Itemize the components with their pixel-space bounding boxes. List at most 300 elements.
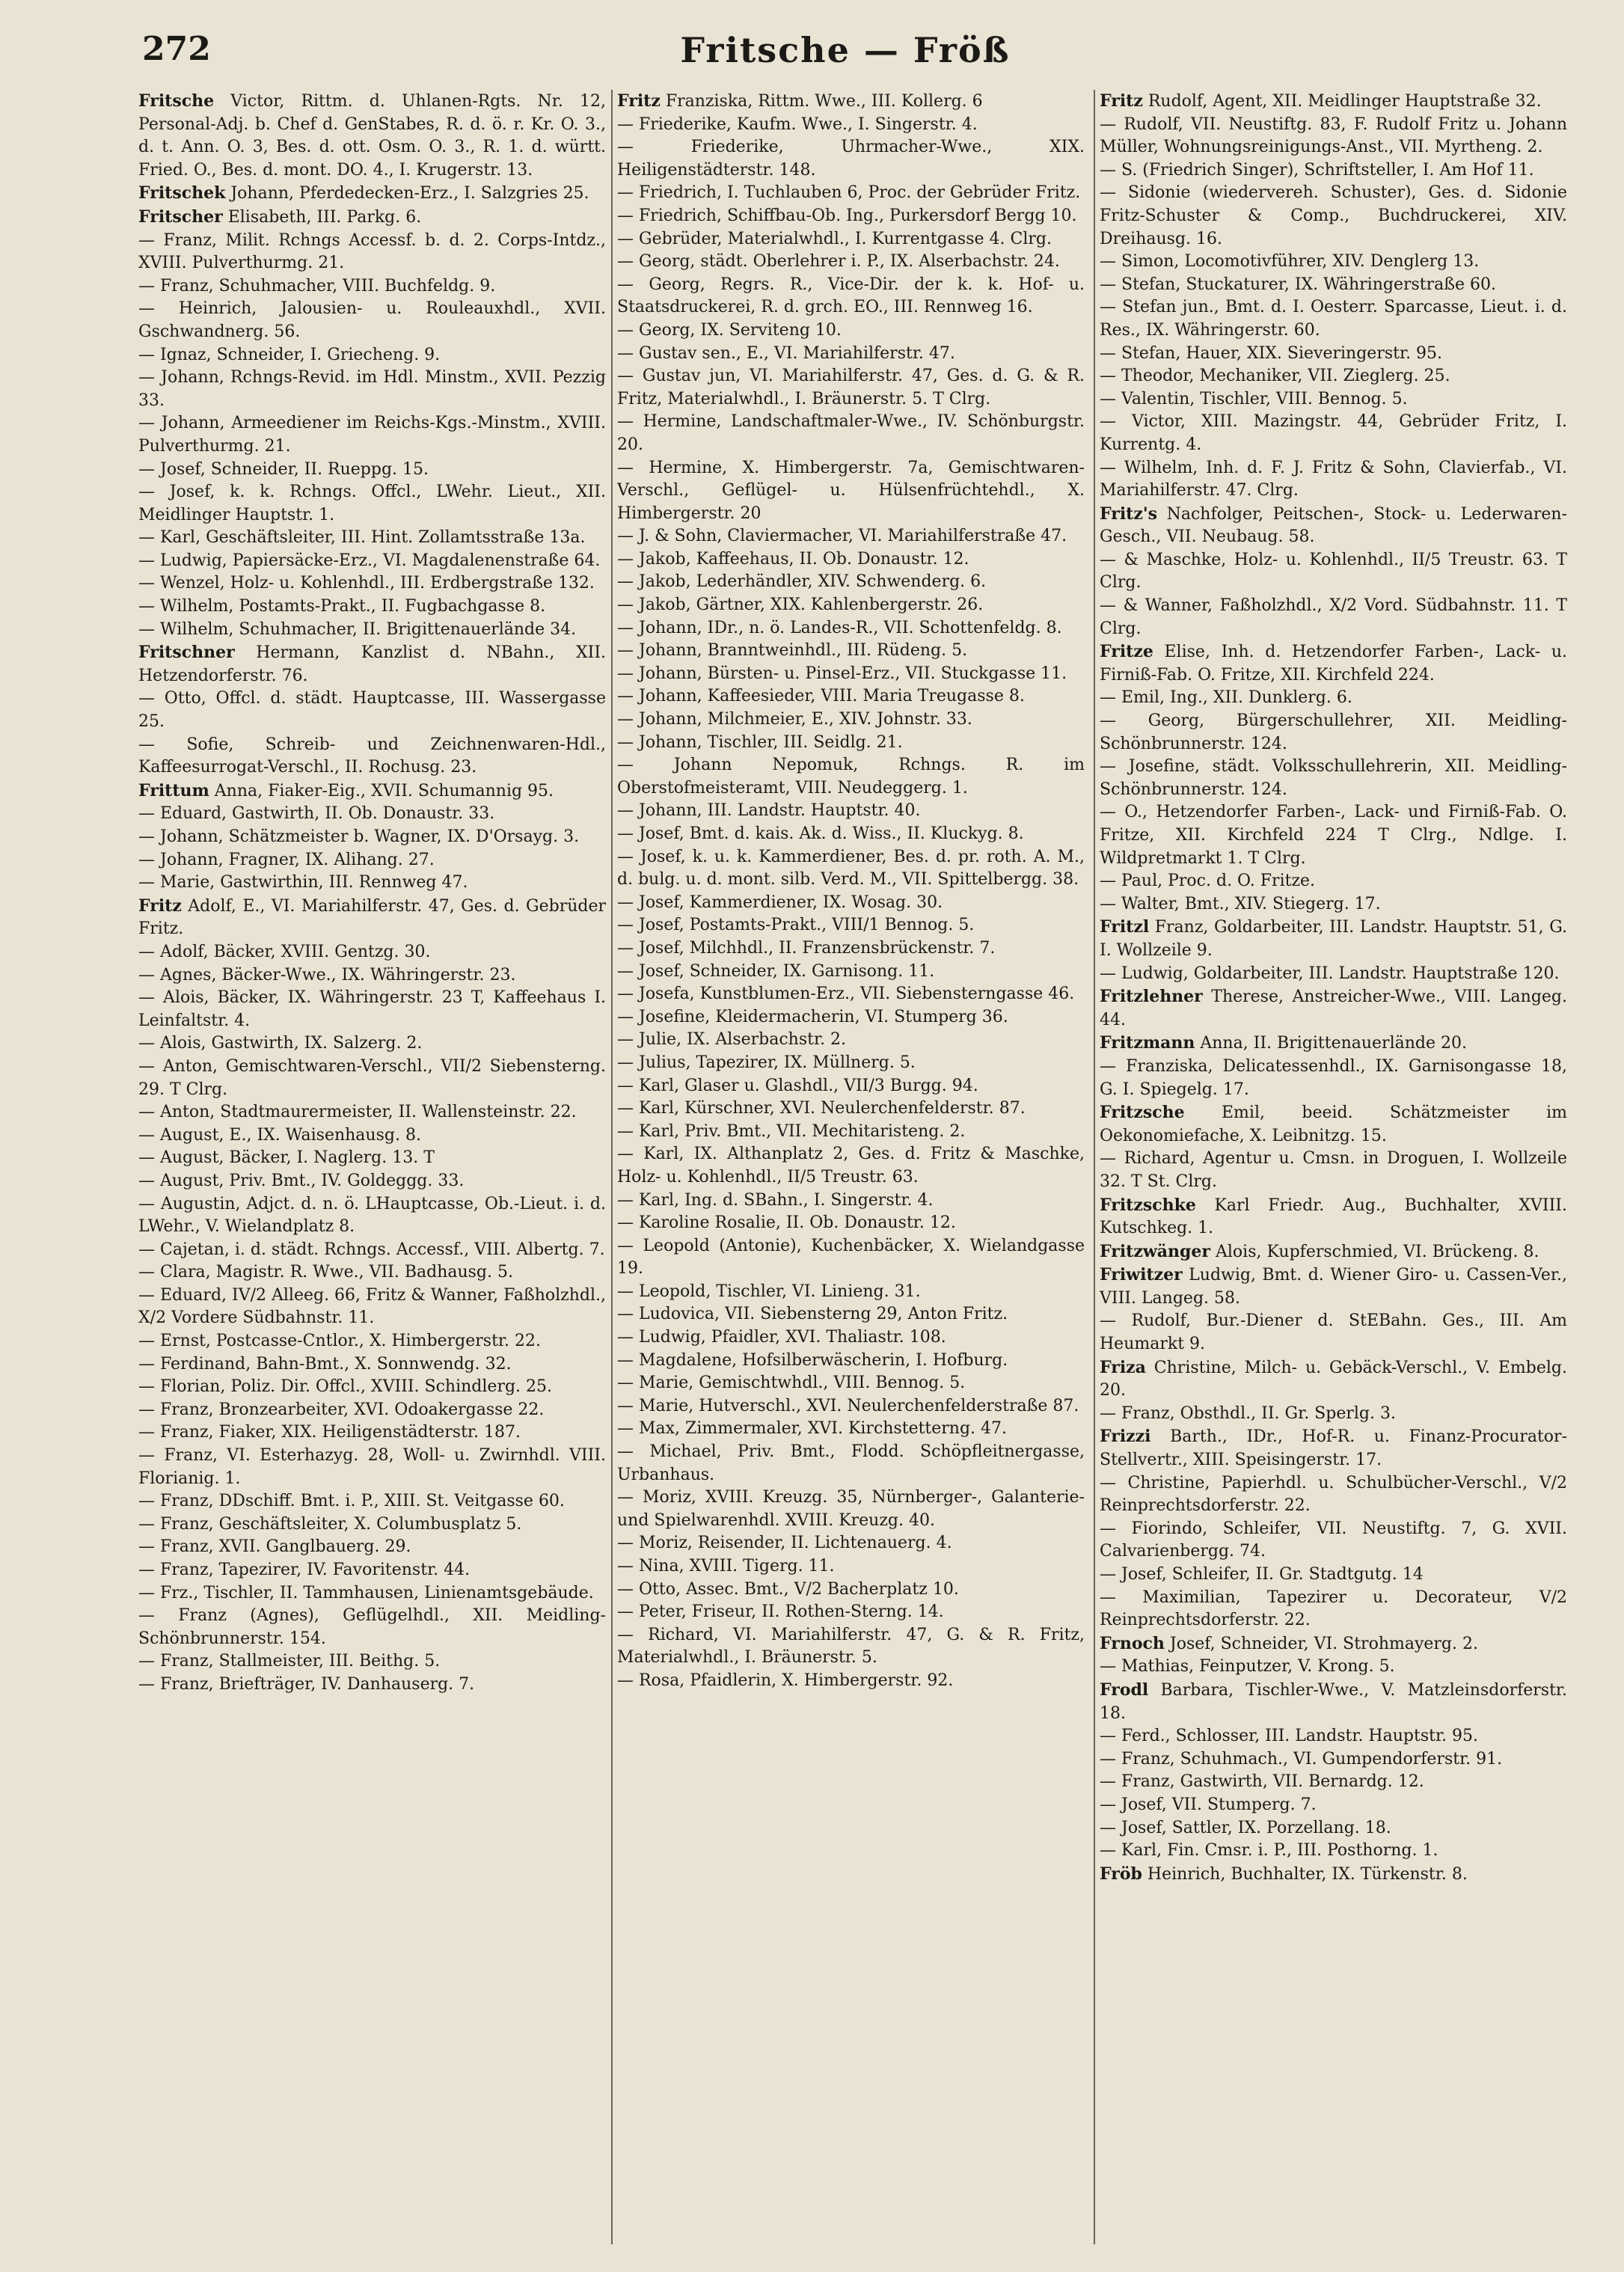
directory-entry [617,1372,1085,1395]
entry-text: — Valentin, Tischler, VIII. Bennog. 5. [1100,389,1408,408]
directory-entry [138,1124,606,1148]
directory-entry [1100,985,1567,1032]
directory-entry [1100,1032,1567,1056]
entry-text: — Franz, VI. Esterhazyg. 28, Woll- u. Zwirnhdl. VIII. Florianig. 1. [138,1446,606,1488]
entry-text: — Josefine, Kleidermacherin, VI. Stumperg 36. [617,1007,1008,1026]
directory-entry [138,298,606,343]
directory-entry [138,1353,606,1377]
entry-text: — Florian, Poliz. Dir. Offcl., XVIII. Schindlerg. 25. [138,1377,553,1397]
entry-text: — Wilhelm, Inh. d. F. J. Fritz & Sohn, Clavierfab., VI. Mariahilferstr. 47. Clrg. [1100,458,1567,500]
entry-text: — Ferd., Schlosser, III. Landstr. Hauptstr. 95. [1100,1727,1479,1746]
entry-text: — Jakob, Lederhändler, XIV. Schwenderg. 6. [617,572,987,592]
directory-entry [617,251,1085,274]
directory-entry [617,1097,1085,1121]
entry-surname: Fritschner [138,643,235,663]
directory-entry [617,1395,1085,1418]
directory-entry [138,1032,606,1056]
directory-entry [1100,1264,1567,1310]
entry-surname: Fritz [138,895,182,916]
entry-text: — Josef, VII. Stumperg. 7. [1100,1795,1317,1814]
directory-entry [1100,916,1567,962]
entry-text: Anna, II. Brigittenauerlände 20. [1195,1034,1467,1053]
entry-text: — Rudolf, Bur.-Diener d. StEBahn. Ges., III. Am Heumarkt 9. [1100,1311,1567,1354]
directory-entry [138,780,606,803]
directory-entry [138,1445,606,1490]
entry-text: — Ludovica, VII. Siebensterng 29, Anton Fritz. [617,1305,1008,1324]
directory-entry [1100,503,1567,549]
column-1 [138,90,606,2244]
directory-entry [617,319,1085,343]
entry-text: — Karl, Ing. d. SBahn., I. Singerstr. 4. [617,1190,934,1210]
directory-entry [617,1555,1085,1579]
directory-entry [138,1261,606,1284]
directory-entry [617,411,1085,456]
directory-entry [617,685,1085,708]
directory-entry [617,1624,1085,1670]
entry-text: — Jakob, Gärtner, XIX. Kahlenbergerstr. 26. [617,595,984,615]
entry-text: — Ferdinand, Bahn-Bmt., X. Sonnwendg. 32. [138,1354,512,1374]
entry-text: — Josef, Schneider, II. Rueppg. 15. [138,459,429,479]
directory-entry [138,1399,606,1422]
entry-text: — Karl, Glaser u. Glashdl., VII/3 Burgg. 94. [617,1076,978,1095]
directory-entry [1100,1101,1567,1148]
entry-text: — Franziska, Delicatessenhdl., IX. Garnisongasse 18, G. I. Spiegelg. 17. [1100,1056,1567,1099]
entry-text: Victor, Rittm. d. Uhlanen-Rgts. Nr. 12, Personal-Adj. b. Chef d. GenStabes, R. d. ö. r. Kr. O. 3., d. t. Ann. O. 3, Bes. d. ott. Osm. O. 3., R. 1. d. württ. Fried. O., Bes. d. mont. DO. 4., I. Krugerstr. 13. [138,92,606,180]
entry-text: — Franz, Geschäftsleiter, X. Columbusplatz 5. [138,1514,522,1534]
directory-entry [138,1559,606,1582]
directory-entry [138,344,606,367]
entry-text: — Franz (Agnes), Geflügelhdl., XII. Meidling-Schönbrunnerstr. 154. [138,1606,606,1648]
entry-text: — Stefan jun., Bmt. d. I. Oesterr. Sparcasse, Lieut. i. d. Res., IX. Währingerstr. 60. [1100,298,1567,340]
entry-text: — Josef, Kammerdiener, IX. Wosag. 30. [617,892,943,912]
entry-surname: Fröb [1100,1864,1142,1884]
directory-entry [138,1605,606,1650]
entry-text: — Karl, Kürschner, XVI. Neulerchenfelderstr. 87. [617,1099,1026,1118]
entry-text: — Wenzel, Holz- u. Kohlenhdl., III. Erdbergstraße 132. [138,574,595,593]
directory-entry [617,343,1085,366]
entry-text: — Franz, Fiaker, XIX. Heiligenstädterstr. 187. [138,1423,521,1442]
directory-columns [138,90,1567,2244]
directory-entry [617,1121,1085,1144]
entry-text: — Karl, Geschäftsleiter, III. Hint. Zollamtsstraße 13a. [138,528,586,548]
entry-text: — Franz, Schuhmach., VI. Gumpendorferstr. 91. [1100,1749,1503,1769]
directory-entry [1100,710,1567,756]
directory-entry [138,688,606,733]
entry-text: — Cajetan, i. d. städt. Rchngs. Accessf., VIII. Albertg. 7. [138,1240,605,1259]
directory-entry [138,1650,606,1674]
directory-entry [617,1579,1085,1602]
directory-entry [138,1170,606,1193]
directory-entry [617,1326,1085,1350]
directory-entry [617,1212,1085,1235]
entry-surname: Frizzi [1100,1427,1151,1447]
entry-text: — Franz, Tapezirer, IV. Favoritenstr. 44. [138,1561,471,1579]
entry-text: — Gebrüder, Materialwhdl., I. Kurrentgasse 4. Clrg. [617,229,1052,248]
entry-text: — Agnes, Bäcker-Wwe., IX. Währingerstr. 23. [138,965,516,985]
entry-text: — Marie, Gastwirthin, III. Rennweg 47. [138,873,468,892]
entry-text: — Marie, Hutverschl., XVI. Neulerchenfelderstraße 87. [617,1396,1079,1415]
directory-entry [617,1281,1085,1304]
entry-text: Ludwig, Bmt. d. Wiener Giro- u. Cassen-Ver., VIII. Langeg. 58. [1100,1266,1567,1308]
column-divider [1094,90,1095,2244]
directory-entry [138,826,606,849]
directory-entry [617,892,1085,915]
directory-entry [138,1376,606,1399]
directory-entry [617,800,1085,823]
entry-text: — J. & Sohn, Claviermacher, VI. Mariahilferstraße 47. [617,527,1067,546]
entry-text: — Hermine, Landschaftmaler-Wwe., IV. Schönburgstr. 20. [617,412,1085,454]
directory-entry [617,914,1085,937]
entry-text: — Franz, DDschiff. Bmt. i. P., XIII. St. Veitgasse 60. [138,1492,565,1511]
directory-entry [617,961,1085,984]
directory-entry [1100,182,1567,251]
entry-text: — Franz, Briefträger, IV. Danhauserg. 7. [138,1674,475,1694]
directory-entry [1100,388,1567,411]
directory-entry [617,90,1085,114]
entry-surname: Fritzlehner [1100,987,1203,1007]
entry-text: — Nina, XVIII. Tigerg. 11. [617,1557,835,1576]
directory-entry [617,182,1085,205]
entry-text: Therese, Anstreicher-Wwe., VIII. Langeg. 44. [1100,988,1567,1029]
entry-text: — Eduard, Gastwirth, II. Ob. Donaustr. 33. [138,804,495,824]
entry-text: Johann, Pferdedecken-Erz., I. Salzgries 25. [225,184,589,203]
directory-entry [1100,1564,1567,1587]
entry-surname: Fritzl [1100,917,1150,937]
directory-entry [1100,1240,1567,1264]
directory-entry [1100,1632,1567,1656]
entry-text: — Josef, k. u. k. Kammerdiener, Bes. d. pr. roth. A. M., d. bulg. u. d. mont. silb. Verd. M., VII. Spittelbergg. 38. [617,847,1085,889]
entry-text: — Josef, Milchhdl., II. Franzensbrückenstr. 7. [617,938,996,958]
entry-text: — Richard, VI. Mariahilferstr. 47, G. & R. Fritz, Materialwhdl., I. Bräunerstr. 5. [617,1625,1085,1668]
entry-text: — Karoline Rosalie, II. Ob. Donaustr. 12. [617,1213,956,1233]
directory-entry [617,663,1085,686]
entry-text: — Josef, Sattler, IX. Porzellang. 18. [1100,1818,1391,1837]
entry-surname: Frittum [138,780,209,800]
entry-text: Barbara, Tischler-Wwe., V. Matzleinsdorferstr. 18. [1100,1680,1567,1723]
directory-entry [138,895,606,941]
directory-entry [617,1006,1085,1029]
entry-text: — Johann, Schätzmeister b. Wagner, IX. D'Orsayg. 3. [138,827,580,846]
directory-entry [138,1582,606,1605]
directory-entry [1100,1518,1567,1564]
entry-text: — Johann, IDr., n. ö. Landes-R., VII. Schottenfeldg. 8. [617,618,1062,637]
entry-text: — & Wanner, Faßholzhdl., X/2 Vord. Südbahnstr. 11. T Clrg. [1100,596,1567,638]
entry-text: — Josefa, Kunstblumen-Erz., VII. Siebensterngasse 46. [617,985,1075,1004]
entry-text: — Eduard, IV/2 Alleeg. 66, Fritz & Wanner, Faßholzhdl., X/2 Vordere Südbahnstr. 11. [138,1285,606,1328]
entry-text: — Friederike, Kaufm. Wwe., I. Singerstr. 4. [617,114,978,134]
directory-entry [617,1350,1085,1373]
directory-entry [1100,1863,1567,1887]
directory-entry [617,1052,1085,1075]
directory-entry [138,459,606,482]
entry-text: — Georg, Bürgerschullehrer, XII. Meidling-Schönbrunnerstr. 124. [1100,711,1567,753]
entry-text: Hermann, Kanzlist d. NBahn., XII. Hetzendorferstr. 76. [138,643,606,685]
directory-entry [617,1235,1085,1281]
directory-entry [1100,1194,1567,1240]
entry-text: — Johann, Armeediener im Reichs-Kgs.-Minstm., XVIII. Pulverthurmg. 21. [138,414,606,456]
directory-entry [138,734,606,780]
directory-entry [1100,549,1567,595]
directory-entry [617,594,1085,617]
directory-entry [138,275,606,298]
entry-surname: Friwitzer [1100,1265,1183,1285]
directory-entry [617,136,1085,182]
directory-entry [1100,1840,1567,1863]
entry-text: Barth., IDr., Hof-R. u. Finanz-Procurator-Stellvertr., XIII. Speisingerstr. 17. [1100,1427,1567,1470]
entry-text: — Julius, Tapezirer, IX. Müllnerg. 5. [617,1053,916,1072]
entry-surname: Fritscher [138,206,223,227]
directory-entry [617,640,1085,663]
directory-entry [138,527,606,550]
directory-entry [617,937,1085,961]
entry-text: — Fiorindo, Schleifer, VII. Neustiftg. 7, G. XVII. Calvarienbergg. 74. [1100,1519,1567,1561]
directory-entry [1100,801,1567,870]
entry-surname: Friza [1100,1357,1146,1377]
entry-surname: Fritz [1100,91,1143,111]
column-divider [611,90,613,2244]
directory-entry [1100,1679,1567,1725]
entry-text: — Ignaz, Schneider, I. Griecheng. 9. [138,345,441,364]
entry-text: — Johann, Branntweinhdl., III. Rüdeng. 5. [617,641,968,661]
directory-entry [1100,365,1567,388]
entry-text: — Otto, Offcl. d. städt. Hauptcasse, III. Wassergasse 25. [138,689,606,732]
directory-entry [138,1490,606,1513]
directory-entry [1100,251,1567,274]
directory-entry [617,732,1085,755]
entry-text: — Victor, XIII. Mazingstr. 44, Gebrüder Fritz, I. Kurrentg. 4. [1100,412,1567,454]
entry-text: — Leopold (Antonie), Kuchenbäcker, X. Wielandgasse 19. [617,1236,1085,1279]
directory-entry [138,1101,606,1124]
entry-text: — Rudolf, VII. Neustiftg. 83, F. Rudolf Fritz u. Johann Müller, Wohnungsreinigungs-Anst., VII. Myrtheng. 2. [1100,114,1567,157]
directory-entry [138,412,606,458]
directory-entry [617,1075,1085,1098]
entry-text: — Josef, Bmt. d. kais. Ak. d. Wiss., II. Kluckyg. 8. [617,824,1024,843]
entry-text: — Otto, Assec. Bmt., V/2 Bacherplatz 10. [617,1579,959,1599]
entry-text: — Alois, Gastwirth, IX. Salzerg. 2. [138,1034,423,1053]
entry-text: — Max, Zimmermaler, XVI. Kirchstetterng. 47. [617,1419,1008,1439]
entry-text: — Johann, Milchmeier, E., XIV. Johnstr. 33. [617,710,972,729]
entry-text: — Friederike, Uhrmacher-Wwe., XIX. Heiligenstädterstr. 148. [617,138,1085,180]
directory-entry [1100,870,1567,893]
entry-text: — Moriz, XVIII. Kreuzg. 35, Nürnberger-, Galanterie- und Spielwarenhdl. XVIII. Kreuzg. 40. [617,1488,1085,1530]
entry-text: — Friedrich, Schiffbau-Ob. Ing., Purkersdorf Bergg 10. [617,206,1077,225]
directory-entry [617,228,1085,251]
directory-entry [617,617,1085,640]
entry-text: — Johann, Fragner, IX. Alihang. 27. [138,850,435,869]
entry-text: — Stefan, Stuckaturer, IX. Währingerstraße 60. [1100,275,1496,294]
entry-surname: Fritzwänger [1100,1241,1210,1261]
directory-entry [138,941,606,964]
entry-text: — Franz, Stallmeister, III. Beithg. 5. [138,1652,441,1671]
entry-text: — Heinrich, Jalousien- u. Rouleauxhdl., XVII. Gschwandnerg. 56. [138,299,606,341]
directory-entry [1100,1771,1567,1794]
directory-entry [1100,1748,1567,1772]
entry-text: Elisabeth, III. Parkg. 6. [222,207,422,227]
directory-entry [617,1189,1085,1213]
entry-text: — Christine, Papierhdl. u. Schulbücher-Verschl., V/2 Reinprechtsdorferstr. 22. [1100,1473,1567,1516]
entry-text: — Clara, Magistr. R. Wwe., VII. Badhausg. 5. [138,1263,513,1282]
entry-text: — Walter, Bmt., XIV. Stiegerg. 17. [1100,894,1381,913]
entry-text: — Mathias, Feinputzer, V. Krong. 5. [1100,1657,1395,1677]
entry-text: — Johann Nepomuk, Rchngs. R. im Oberstofmeisteramt, VIII. Neudeggerg. 1. [617,756,1085,797]
directory-entry [617,274,1085,319]
entry-text: — Leopold, Tischler, VI. Linieng. 31. [617,1282,921,1301]
entry-text: — Franz, Gastwirth, VII. Bernardg. 12. [1100,1772,1424,1792]
entry-text: — Ludwig, Goldarbeiter, III. Landstr. Hauptstraße 120. [1100,964,1560,983]
directory-entry [138,1193,606,1239]
entry-text: — Ernst, Postcasse-Cntlor., X. Himbergerstr. 22. [138,1332,541,1351]
entry-text: — Georg, IX. Serviteng 10. [617,320,842,340]
entry-text: — Franz, Schuhmacher, VIII. Buchfeldg. 9. [138,276,496,296]
directory-entry [617,571,1085,594]
entry-surname: Fritzsche [1100,1103,1185,1123]
column-3 [1100,90,1567,2244]
directory-entry [617,823,1085,846]
entry-text: — Karl, IX. Althanplatz 2, Ges. d. Fritz & Maschke, Holz- u. Kohlenhdl., II/5 Treustr. 63. [617,1145,1085,1186]
directory-entry [1100,457,1567,503]
entry-text: — Marie, Gemischtwhdl., VIII. Bennog. 5. [617,1374,966,1393]
directory-entry [1100,595,1567,640]
directory-entry [617,708,1085,732]
entry-text: — Stefan, Hauer, XIX. Sieveringerstr. 95. [1100,343,1443,363]
entry-surname: Fritschek [138,183,226,203]
directory-entry [617,457,1085,526]
directory-entry [138,367,606,412]
directory-entry [138,481,606,527]
entry-text: — Josef, k. k. Rchngs. Offcl., LWehr. Lieut., XII. Meidlinger Hauptstr. 1. [138,483,606,524]
entry-text: — Franz, Obsthdl., II. Gr. Sperlg. 3. [1100,1403,1396,1423]
entry-text: — Josefine, städt. Volksschullehrerin, XII. Meidling-Schönbrunnerstr. 124. [1100,757,1567,799]
directory-entry [138,572,606,595]
directory-entry [617,1486,1085,1532]
directory-entry [138,641,606,688]
entry-text: Josef, Schneider, VI. Strohmayerg. 2. [1164,1634,1478,1653]
entry-text: — Maximilian, Tapezirer u. Decorateur, V/2 Reinprechtsdorferstr. 22. [1100,1587,1567,1630]
entry-text: — Frz., Tischler, II. Tammhausen, Linienamtsgebäude. [138,1583,594,1602]
entry-text: — Friedrich, I. Tuchlauben 6, Proc. der Gebrüder Fritz. [617,183,1081,203]
entry-text: — Michael, Priv. Bmt., Flodd. Schöpfleitnergasse, Urbanhaus. [617,1442,1085,1484]
entry-text: Alois, Kupferschmied, VI. Brückeng. 8. [1210,1242,1539,1261]
directory-entry [138,1239,606,1262]
entry-text: Elise, Inh. d. Hetzendorfer Farben-, Lack- u. Firniß-Fab. O. Fritze, XII. Kirchfeld 224. [1100,643,1567,685]
entry-text: Anna, Fiaker-Eig., XVII. Schumannig 95. [209,781,554,800]
entry-surname: Frodl [1100,1679,1149,1700]
entry-text: Christine, Milch- u. Gebäck-Verschl., V. Embelg. 20. [1100,1358,1567,1400]
entry-text: — August, E., IX. Waisenhausg. 8. [138,1125,421,1145]
directory-entry [1100,1817,1567,1840]
directory-entry [1100,159,1567,183]
entry-text: — Sidonie (wiedervereh. Schuster), Ges. d. Sidonie Fritz-Schuster & Comp., Buchdruckerei, XIV. Dreihausg. 16. [1100,183,1567,248]
entry-text: — Julie, IX. Alserbachstr. 2. [617,1030,847,1050]
column-2 [617,90,1085,2244]
directory-entry [138,550,606,573]
directory-entry [1100,1794,1567,1817]
directory-entry [617,1143,1085,1189]
directory-entry [1100,640,1567,687]
entry-text: — Emil, Ing., XII. Dunklerg. 6. [1100,688,1352,708]
entry-surname: Fritsche [138,91,215,111]
entry-text: — Theodor, Mechaniker, VII. Zieglerg. 25. [1100,367,1450,386]
entry-text: — Hermine, X. Himbergerstr. 7a, Gemischtwaren-Verschl., Geflügel- u. Hülsenfrüchtehdl., X. Himbergerstr. 20 [617,458,1085,523]
entry-surname: Fritz [617,91,661,111]
directory-entry [1100,1425,1567,1472]
entry-text: Adolf, E., VI. Mariahilferstr. 47, Ges. d. Gebrüder Fritz. [138,896,606,939]
directory-entry [617,983,1085,1006]
entry-text: — Karl, Priv. Bmt., VII. Mechitaristeng. 2. [617,1121,966,1141]
entry-text: — Alois, Bäcker, IX. Währingerstr. 23 T, Kaffeehaus I. Leinfaltstr. 4. [138,988,606,1030]
entry-text: — Franz, Bronzearbeiter, XVI. Odoakergasse 22. [138,1400,545,1419]
directory-entry [138,1056,606,1101]
entry-text: — Johann, Tischler, III. Seidlg. 21. [617,732,903,752]
directory-entry [138,1284,606,1330]
directory-entry [138,182,606,206]
entry-text: — Anton, Stadtmaurermeister, II. Wallensteinstr. 22. [138,1103,577,1122]
entry-text: — Magdalene, Hofsilberwäscherin, I. Hofburg. [617,1350,1008,1370]
directory-entry [138,1147,606,1170]
entry-text: Franz, Goldarbeiter, III. Landstr. Hauptstr. 51, G. I. Wollzeile 9. [1100,918,1567,960]
directory-entry [1100,343,1567,366]
directory-entry [1100,90,1567,114]
entry-surname: Fritz's [1100,503,1157,524]
directory-entry [1100,756,1567,801]
entry-text: — & Maschke, Holz- u. Kohlenhdl., II/5 Treustr. 63. T Clrg. [1100,550,1567,593]
directory-entry [1100,1587,1567,1632]
entry-text: — Georg, Regrs. R., Vice-Dir. der k. k. Hof- u. Staatsdruckerei, R. d. grch. EO., III. Rennweg 16. [617,275,1085,317]
entry-text: — Wilhelm, Postamts-Prakt., II. Fugbachgasse 8. [138,597,546,616]
entry-text: — Ludwig, Pfaidler, XVI. Thaliastr. 108. [617,1328,946,1347]
entry-text: — Gustav sen., E., VI. Mariahilferstr. 47. [617,343,955,363]
entry-text: — August, Priv. Bmt., IV. Goldeggg. 33. [138,1171,465,1190]
entry-text: — Johann, Rchngs-Revid. im Hdl. Minstm., XVII. Pezzig 33. [138,368,606,410]
page-header [142,30,1548,82]
entry-text: — Wilhelm, Schuhmacher, II. Brigittenauerlände 34. [138,619,577,639]
running-title: Fritsche — Fröß [680,30,1011,70]
entry-surname: Fritze [1100,642,1153,662]
entry-text: — Gustav jun, VI. Mariahilferstr. 47, Ges. d. G. & R. Fritz, Materialwhdl., I. Bräunerstr. 5. T Clrg. [617,367,1085,408]
directory-entry [138,1421,606,1445]
directory-entry [138,1330,606,1353]
entry-surname: Frnoch [1100,1633,1165,1653]
entry-text: — Sofie, Schreib- und Zeichnenwaren-Hdl., Kaffeesurrogat-Verschl., II. Rochusg. 23. [138,735,606,777]
directory-entry [138,619,606,642]
entry-text: — Moriz, Reisender, II. Lichtenauerg. 4. [617,1534,952,1553]
entry-text: — Karl, Fin. Cmsr. i. P., III. Posthorng. 1. [1100,1841,1438,1861]
entry-text: — Josef, Postamts-Prakt., VIII/1 Bennog. 5. [617,916,975,935]
directory-entry [617,1670,1085,1693]
directory-entry [138,1513,606,1537]
entry-text: — Johann, Bürsten- u. Pinsel-Erz., VII. Stuckgasse 11. [617,664,1067,683]
directory-entry [138,1674,606,1697]
directory-entry [617,754,1085,800]
directory-entry [617,1029,1085,1052]
directory-entry [138,872,606,895]
directory-entry [1100,963,1567,986]
entry-text: — Franz, XVII. Ganglbauerg. 29. [138,1537,411,1557]
entry-text: Heinrich, Buchhalter, IX. Türkenstr. 8. [1142,1864,1468,1884]
entry-text: — Adolf, Bäcker, XVIII. Gentzg. 30. [138,942,431,961]
directory-entry [1100,1148,1567,1193]
entry-text: — Rosa, Pfaidlerin, X. Himbergerstr. 92. [617,1671,954,1690]
directory-entry [617,1303,1085,1326]
entry-text: Emil, beeid. Schätzmeister im Oekonomiefache, X. Leibnitzg. 15. [1100,1103,1567,1145]
directory-entry [138,964,606,988]
directory-entry [1100,411,1567,456]
entry-text: — Richard, Agentur u. Cmsn. in Droguen, I. Wollzeile 32. T St. Clrg. [1100,1149,1567,1191]
directory-entry [617,1532,1085,1555]
entry-text: — Johann, Kaffeesieder, VIII. Maria Treugasse 8. [617,687,1025,706]
entry-text: — O., Hetzendorfer Farben-, Lack- und Firniß-Fab. O. Fritze, XII. Kirchfeld 224 T Clrg., Ndlge. I. Wildpretmarkt 1. T Clrg. [1100,803,1567,868]
directory-entry [1100,1310,1567,1356]
